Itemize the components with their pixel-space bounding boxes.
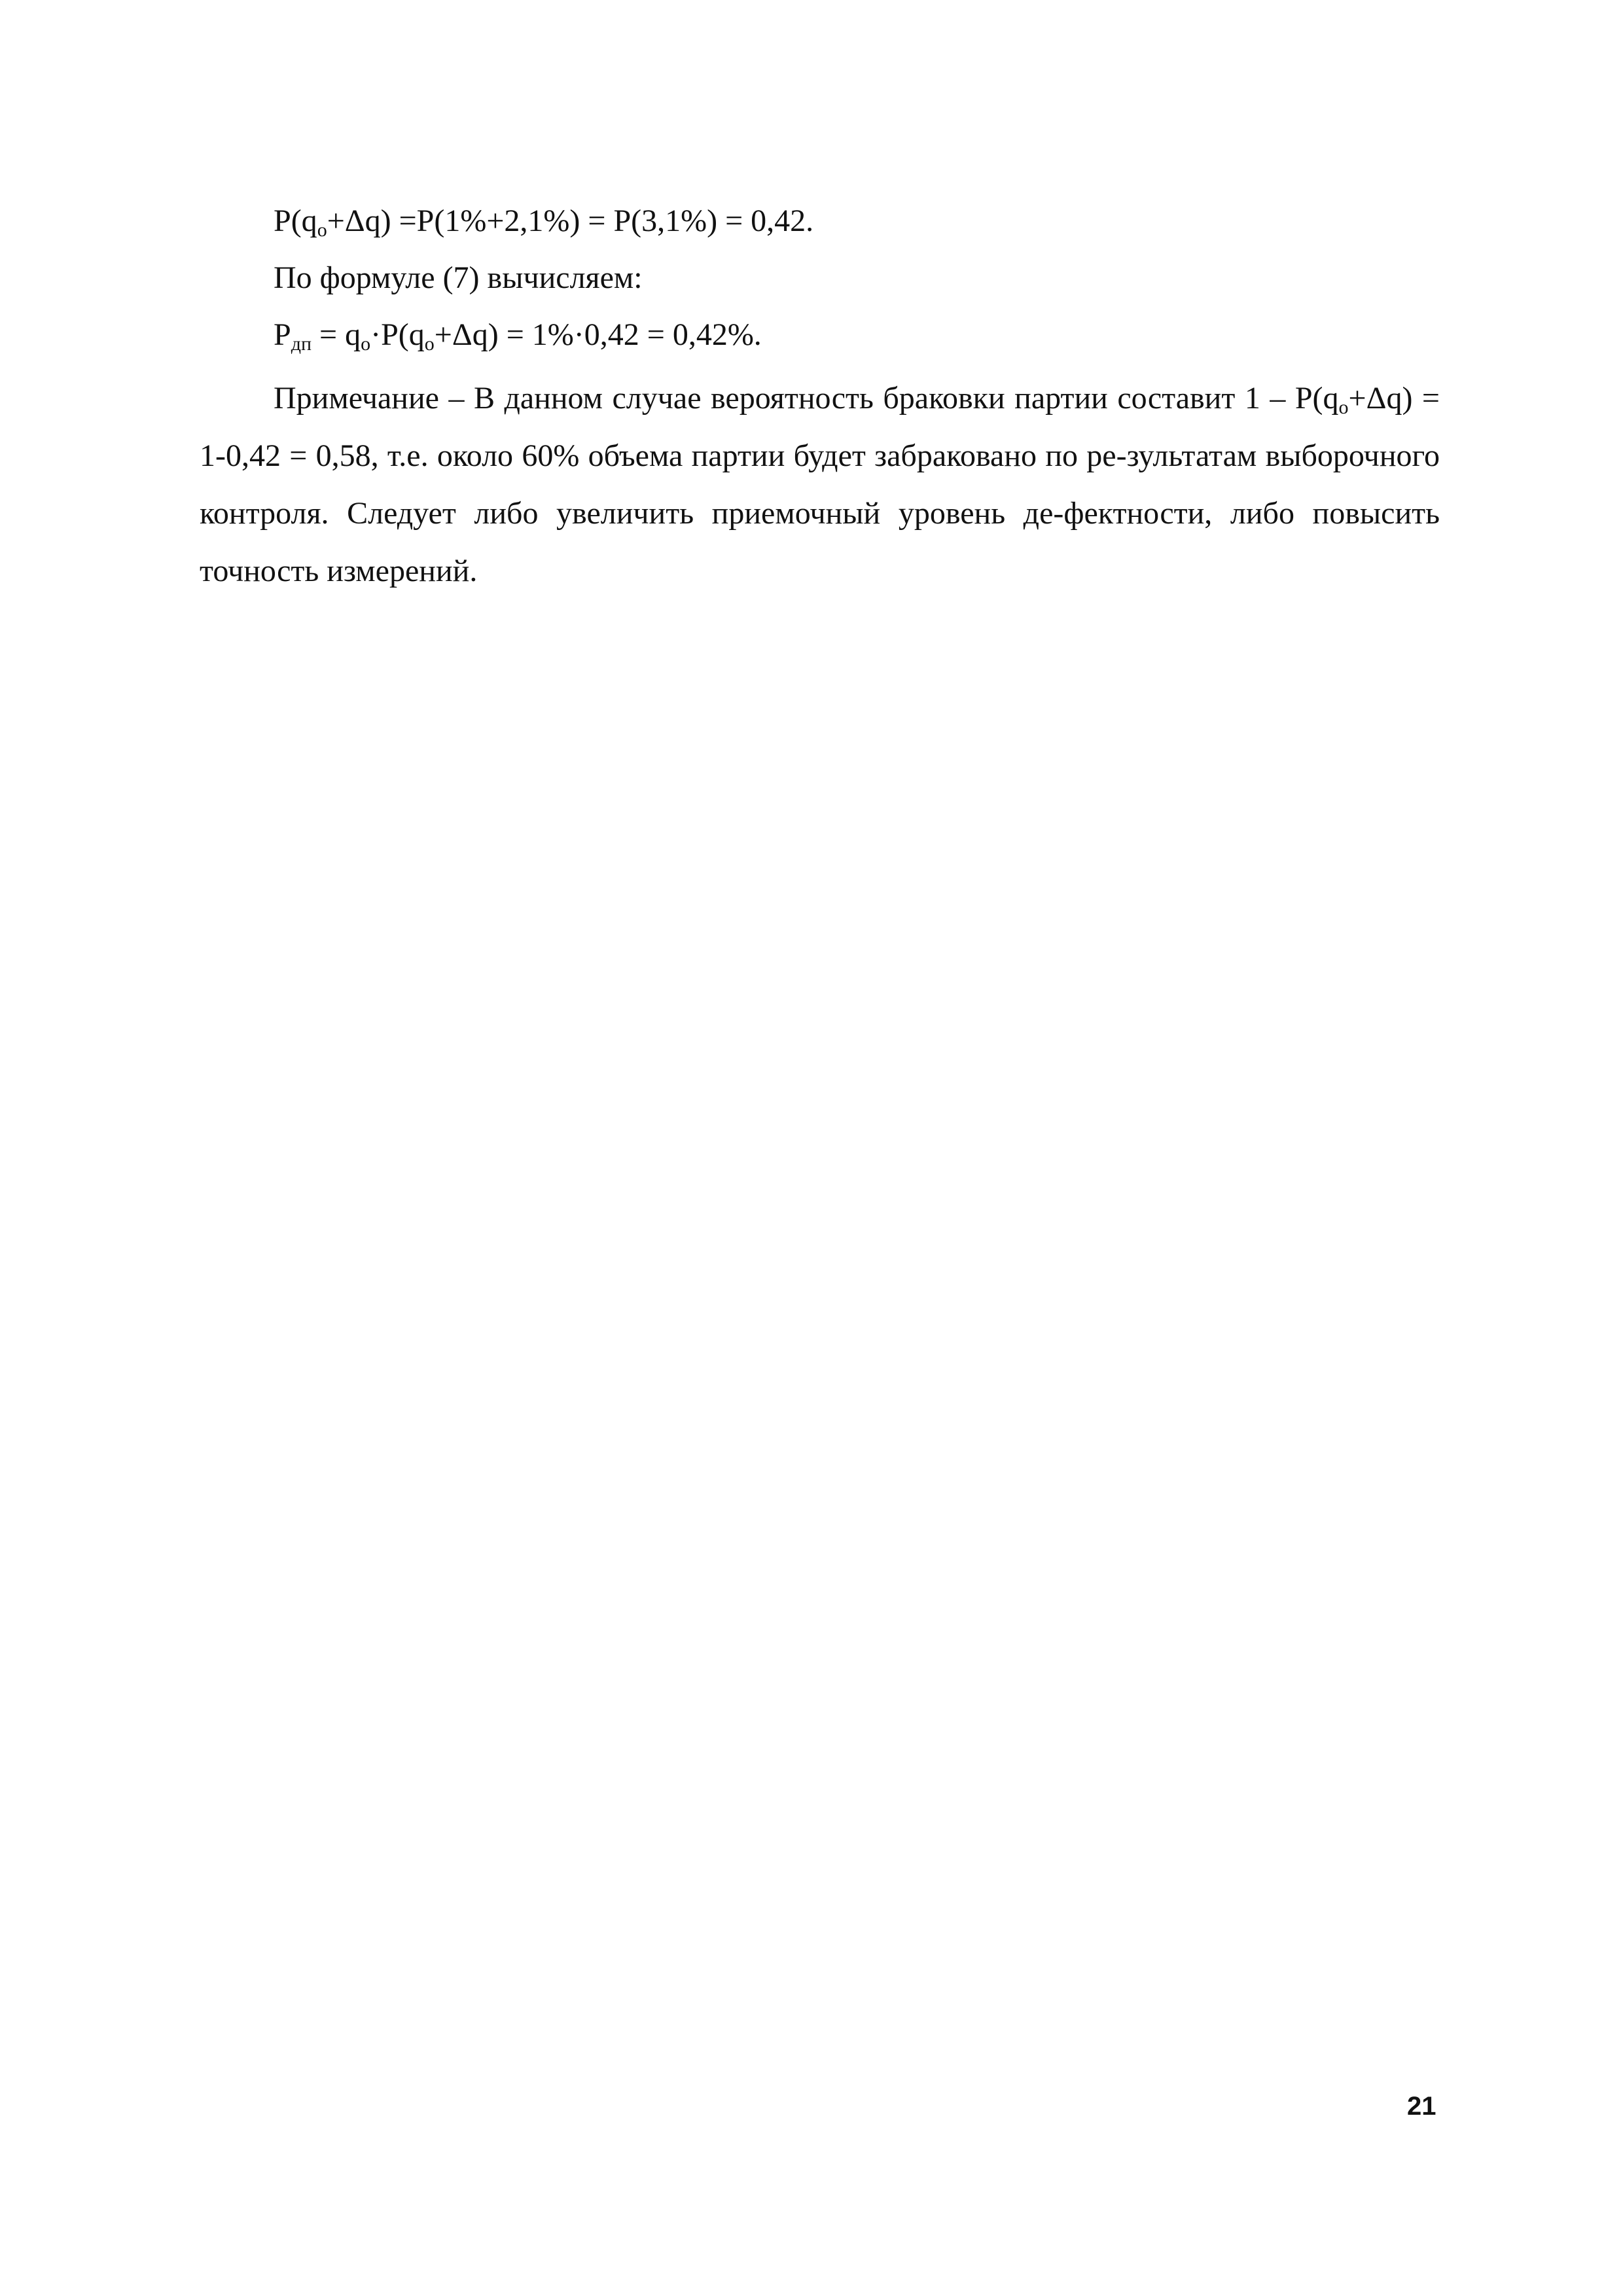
formula-subscript: o xyxy=(361,333,371,355)
formula-line-probability xyxy=(274,202,813,241)
formula-text: +Δq) =P(1%+2,1%) = P(3,1%) = 0,42. xyxy=(327,203,814,238)
formula-text: +Δq) = 1%·0,42 = 0,42%. xyxy=(434,317,762,352)
formula-subscript: дп xyxy=(291,333,312,355)
note-text: Примечание – В данном случае вероятность браковки партии составит 1 – P(q xyxy=(274,381,1339,415)
formula-text: P(q xyxy=(274,203,317,238)
note-subscript: o xyxy=(1338,397,1349,418)
formula-text: ·P(q xyxy=(370,317,425,352)
formula-subscript: o xyxy=(424,333,435,355)
formula-text: = q xyxy=(312,317,361,352)
formula-subscript: o xyxy=(317,219,327,241)
page-number: 21 xyxy=(1407,2092,1436,2121)
note-paragraph xyxy=(200,370,1440,600)
formula-text: P xyxy=(274,317,291,352)
note-text: +Δq) = 1-0,42 = 0,58, т.е. около 60% объема партии будет забраковано по ре-зультатам выборочного контроля. Следует либо увеличить приемочный уровень де-фектности, либо повысить точность измерений. xyxy=(200,381,1440,588)
formula-intro-text: По формуле (7) вычисляем: xyxy=(274,260,643,295)
formula-line-result xyxy=(274,315,762,355)
